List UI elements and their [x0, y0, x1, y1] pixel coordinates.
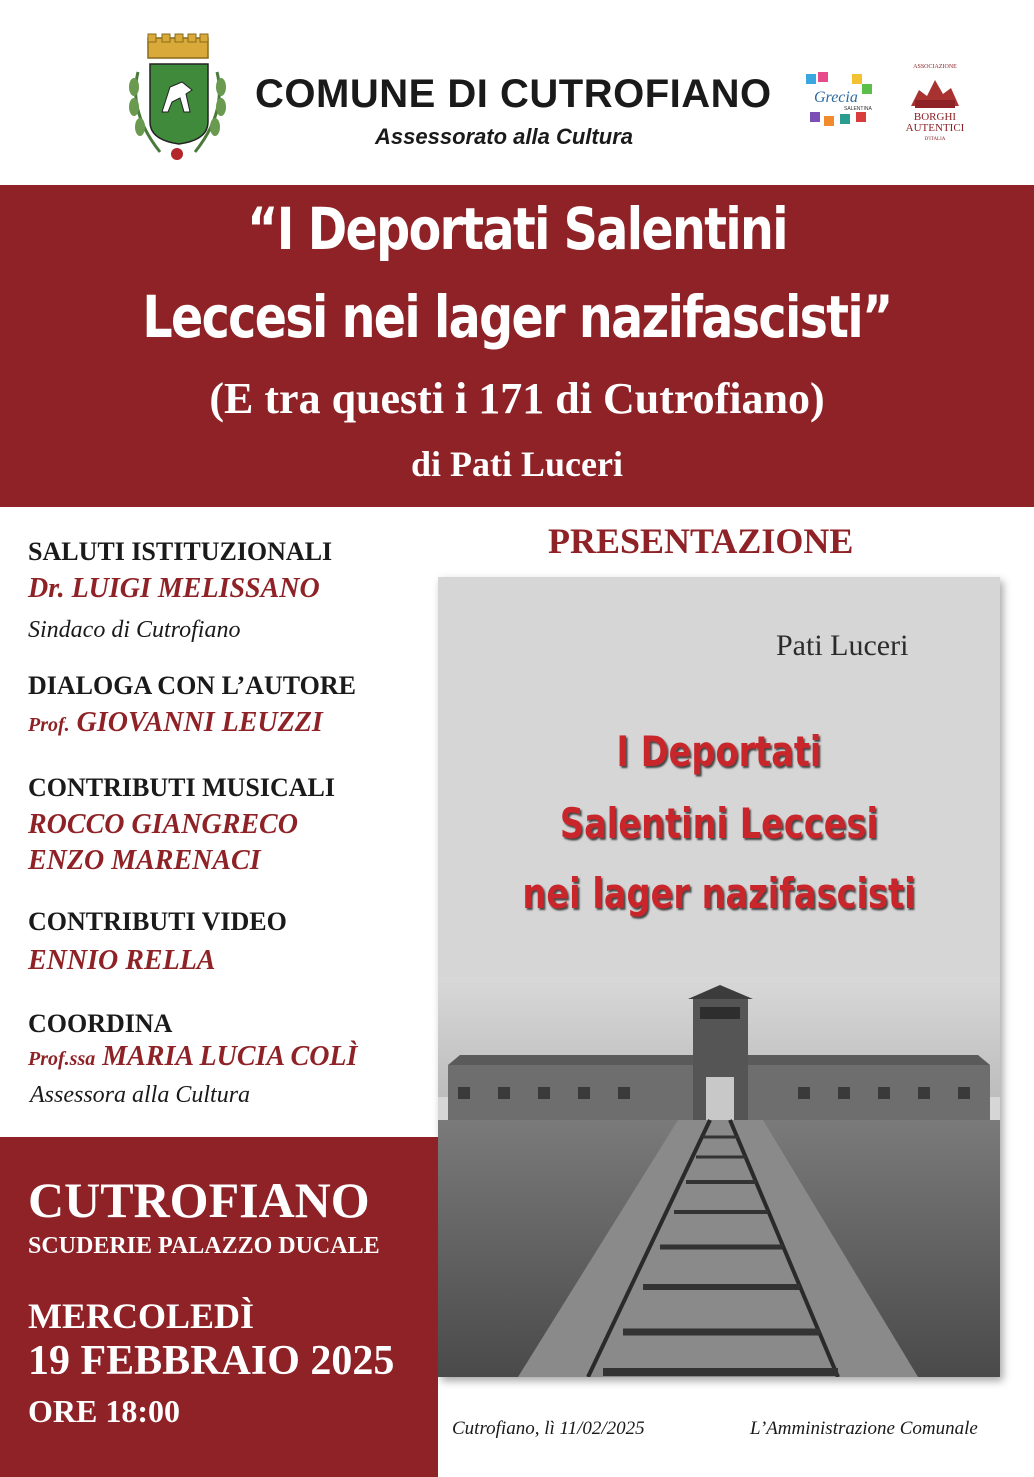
- footer-signature: L’Amministrazione Comunale: [750, 1418, 978, 1439]
- footer-date: Cutrofiano, lì 11/02/2025: [452, 1418, 645, 1439]
- presentazione-heading: PRESENTAZIONE: [548, 521, 854, 561]
- book-cover-title-line3: nei lager nazifascisti: [522, 869, 916, 918]
- department-subtitle: Assessorato alla Cultura: [375, 124, 633, 149]
- event-venue: SCUDERIE PALAZZO DUCALE: [28, 1233, 380, 1259]
- musicali-name-1: ROCCO GIANGRECO: [28, 809, 298, 840]
- coordina-name: MARIA LUCIA COLÌ: [102, 1041, 358, 1072]
- dialoga-name: GIOVANNI LEUZZI: [76, 707, 323, 738]
- municipality-title: COMUNE DI CUTROFIANO: [255, 72, 772, 116]
- borghi-logo-bottom: D'ITALIA: [924, 137, 946, 142]
- saluti-heading: SALUTI ISTITUZIONALI: [28, 537, 333, 566]
- saluti-name: Dr. LUIGI MELISSANO: [28, 573, 320, 604]
- dialoga-prefix: Prof.: [28, 714, 70, 736]
- video-heading: CONTRIBUTI VIDEO: [28, 907, 287, 936]
- event-info-box: [0, 1137, 438, 1477]
- municipal-crest-icon: [120, 32, 235, 167]
- musicali-heading: CONTRIBUTI MUSICALI: [28, 773, 335, 802]
- book-cover-title-line1: I Deportati: [616, 727, 822, 776]
- coordina-name-line: [28, 1041, 357, 1073]
- book-author: di Pati Luceri: [411, 444, 623, 484]
- event-weekday: MERCOLEDÌ: [28, 1296, 255, 1336]
- railway-camp-photo: [438, 977, 1000, 1377]
- book-title-line1: “I Deportati Salentini: [247, 195, 787, 263]
- book-title-line2: Leccesi nei lager nazifascisti”: [142, 283, 892, 351]
- title-banner: [0, 185, 1034, 507]
- borghi-logo-top: ASSOCIAZIONE: [913, 64, 957, 70]
- coordina-role: Assessora alla Cultura: [30, 1082, 251, 1108]
- coordina-heading: COORDINA: [28, 1009, 173, 1038]
- book-cover: [438, 577, 1000, 1377]
- borghi-logo-main2: AUTENTICI: [905, 122, 965, 134]
- coordina-prefix: Prof.ssa: [28, 1048, 96, 1070]
- saluti-role: Sindaco di Cutrofiano: [28, 617, 241, 643]
- grecia-salentina-logo: [800, 68, 880, 130]
- event-date: 19 FEBBRAIO 2025: [28, 1338, 395, 1384]
- dialoga-heading: DIALOGA CON L’AUTORE: [28, 671, 356, 700]
- header: [0, 0, 1034, 185]
- grecia-logo-text: Grecia: [814, 89, 858, 106]
- event-city: CUTROFIANO: [28, 1172, 370, 1228]
- book-cover-title-line2: Salentini Leccesi: [559, 799, 879, 848]
- borghi-logo-main1: BORGHI: [913, 111, 957, 123]
- book-cover-author: Pati Luceri: [776, 629, 909, 662]
- borghi-autentici-logo: [895, 60, 975, 145]
- grecia-logo-small-text: SALENTINA: [844, 106, 872, 112]
- musicali-name-2: ENZO MARENACI: [28, 845, 261, 876]
- video-name: ENNIO RELLA: [28, 945, 216, 976]
- book-subtitle: (E tra questi i 171 di Cutrofiano): [209, 374, 825, 423]
- event-time: ORE 18:00: [28, 1393, 180, 1429]
- dialoga-name-line: [28, 707, 323, 739]
